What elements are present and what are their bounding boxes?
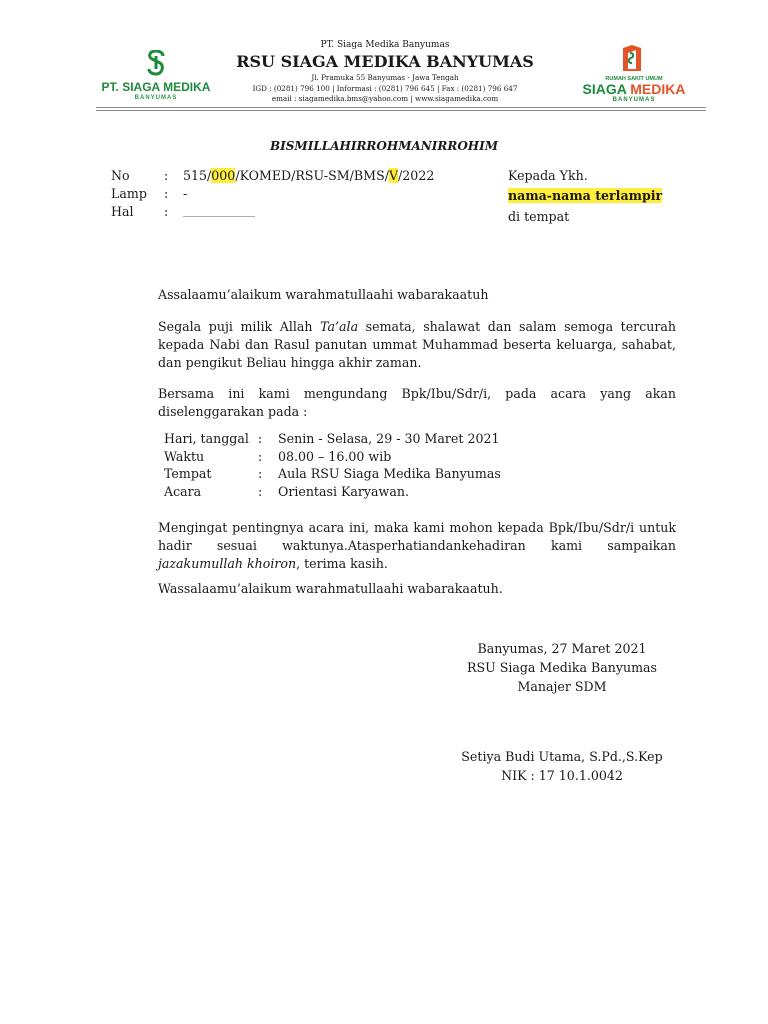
event-value-agenda: Orientasi Karyawan. — [278, 484, 409, 499]
event-label-time: Waktu — [164, 449, 205, 464]
lamp-colon: : — [164, 186, 169, 201]
hospital-phone: IGD : (0281) 796 100 | Informasi : (0281) 796 645 | Fax : (0281) 796 647 — [252, 83, 518, 93]
lamp-value: - — [183, 186, 188, 201]
event-label-agenda: Acara — [164, 484, 202, 499]
recipient-greeting: Kepada Ykh. — [508, 168, 588, 183]
signatory-nik: NIK : 17 10.1.0042 — [501, 768, 623, 783]
rsu-siaga-medika-logo — [578, 44, 690, 103]
letterhead-divider-thin — [96, 110, 706, 111]
letter-number: 515/000/KOMED/RSU-SM/BMS/V/2022 — [183, 168, 435, 183]
no-label: No — [111, 168, 130, 183]
left-logo-sub: BANYUMAS — [134, 95, 178, 101]
company-name: PT. Siaga Medika Banyumas — [320, 40, 450, 50]
bismillah-heading: BISMILLAHIRROHMANIRROHIM — [270, 139, 498, 153]
signature-position: Manajer SDM — [517, 679, 607, 694]
letterhead-text — [235, 40, 535, 105]
event-colon: : — [258, 466, 263, 481]
hal-value: ________________ — [183, 207, 255, 217]
hal-label: Hal — [111, 204, 134, 219]
event-label-place: Tempat — [164, 466, 212, 481]
recipient-place: di tempat — [508, 209, 570, 224]
paragraph-praise: Segala puji milik Allah Ta’ala semata, shalawat dan salam semoga tercurah kepada Nabi dan Rasul panutan ummat Muhammad beserta keluarga, sahabat, dan pengikut Beliau hingga akhir zaman. — [158, 319, 677, 370]
right-logo-city: BANYUMAS — [612, 97, 656, 103]
event-colon: : — [258, 431, 263, 446]
signatory-name: Setiya Budi Utama, S.Pd.,S.Kep — [461, 749, 663, 764]
siaga-medika-s-icon — [145, 50, 167, 76]
no-colon: : — [164, 168, 169, 183]
event-colon: : — [258, 449, 263, 464]
closing-salam: Wassalaamu’alaikum warahmatullaahi wabarakaatuh. — [158, 581, 503, 596]
letterhead-divider — [96, 107, 706, 108]
event-label-date: Hari, tanggal — [164, 431, 249, 446]
event-value-date: Senin - Selasa, 29 - 30 Maret 2021 — [278, 431, 500, 446]
rsu-siaga-flame-icon — [620, 44, 644, 72]
opening-salam: Assalaamu’alaikum warahmatullaahi wabarakaatuh — [158, 287, 489, 302]
lamp-label: Lamp — [111, 186, 147, 201]
event-value-time: 08.00 – 16.00 wib — [278, 449, 392, 464]
signature-place-date: Banyumas, 27 Maret 2021 — [477, 641, 647, 656]
signature-org: RSU Siaga Medika Banyumas — [466, 660, 658, 675]
left-logo-name: PT. SIAGA MEDIKA — [101, 80, 211, 94]
right-logo-brand: SIAGA MEDIKA — [582, 81, 686, 97]
recipient-name: nama-nama terlampir — [508, 188, 663, 203]
paragraph-request: Mengingat pentingnya acara ini, maka kami mohon kepada Bpk/Ibu/Sdr/i untuk hadir sesuai waktunya.Atasperhatiandankehadiran kami sampaikan jazakumullah khoiron, terima kasih. — [158, 520, 676, 571]
right-logo-top: RUMAH SAKIT UMUM — [605, 76, 663, 82]
event-value-place: Aula RSU Siaga Medika Banyumas — [278, 466, 501, 481]
paragraph-invitation: Bersama ini kami mengundang Bpk/Ibu/Sdr/i, pada acara yang akan diselenggarakan pada : — [158, 386, 676, 419]
hal-colon: : — [164, 204, 169, 219]
hospital-name: RSU SIAGA MEDIKA BANYUMAS — [236, 52, 534, 71]
hospital-web: email : siagamedika.bms@yahoo.com | www.siagamedika.com — [271, 94, 499, 103]
hospital-address: Jl. Pramuka 55 Banyumas - Jawa Tengah — [311, 73, 459, 82]
pt-siaga-medika-logo — [100, 50, 212, 102]
event-colon: : — [258, 484, 263, 499]
